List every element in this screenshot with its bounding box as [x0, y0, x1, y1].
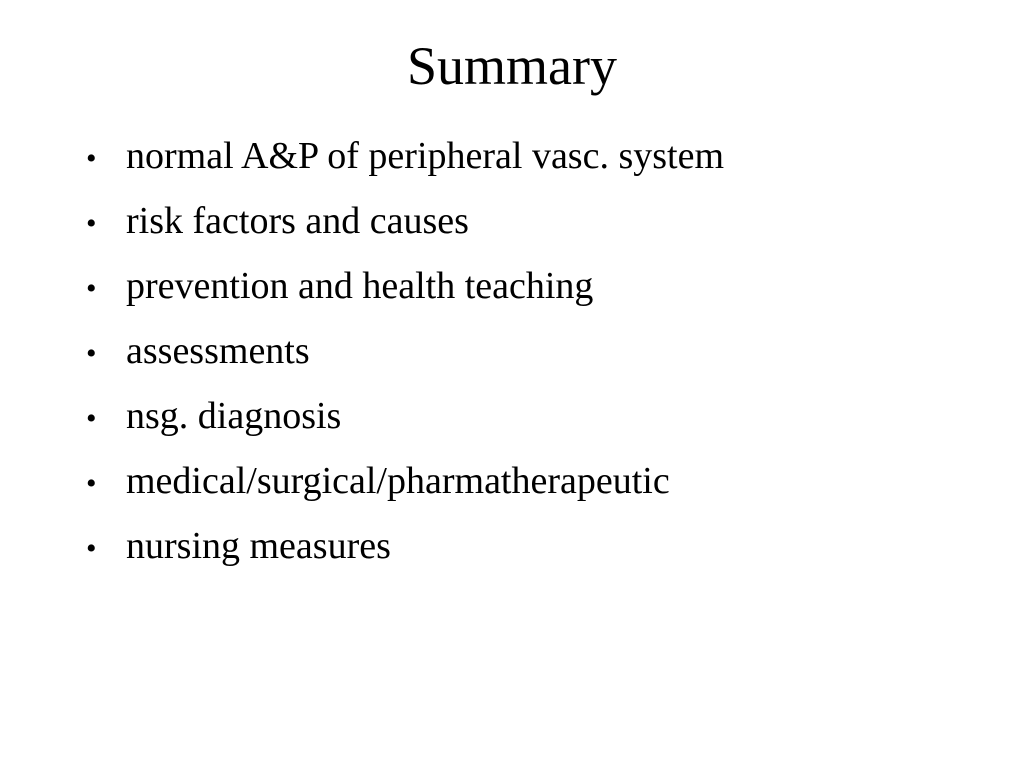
bullet-item [86, 124, 724, 189]
bullet-item [86, 514, 724, 579]
bullet-icon: • [86, 272, 97, 305]
bullet-text: assessments [126, 330, 310, 372]
slide-title: Summary [407, 36, 617, 96]
bullet-text: medical/surgical/pharmatherapeutic [126, 460, 670, 502]
bullet-item [86, 449, 724, 514]
bullet-list [86, 124, 724, 579]
bullet-icon: • [86, 337, 97, 370]
bullet-text: normal A&P of peripheral vasc. system [126, 135, 725, 177]
bullet-item [86, 254, 724, 319]
bullet-text: nursing measures [126, 525, 391, 567]
bullet-text: nsg. diagnosis [126, 395, 342, 437]
bullet-item [86, 384, 724, 449]
bullet-text: risk factors and causes [126, 200, 469, 242]
bullet-text: prevention and health teaching [126, 265, 594, 307]
bullet-item [86, 319, 724, 384]
bullet-icon: • [86, 467, 97, 500]
bullet-icon: • [86, 402, 97, 435]
bullet-item [86, 189, 724, 254]
bullet-icon: • [86, 142, 97, 175]
bullet-icon: • [86, 532, 97, 565]
bullet-icon: • [86, 207, 97, 240]
